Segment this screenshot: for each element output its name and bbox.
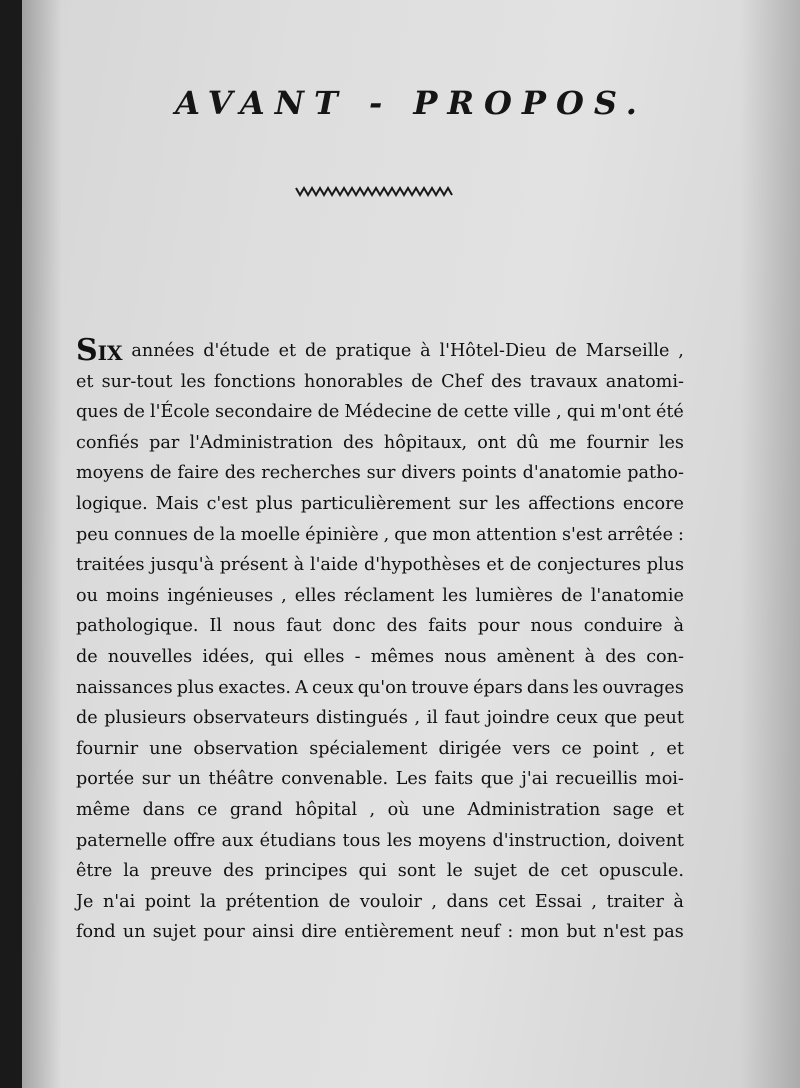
word: , xyxy=(414,708,421,729)
word: à xyxy=(673,616,684,637)
word: et xyxy=(666,799,684,820)
word: c'est xyxy=(206,493,248,514)
text-line xyxy=(76,333,684,368)
word: pas xyxy=(653,922,684,943)
word: l'aide xyxy=(309,555,359,576)
word: principes xyxy=(264,861,348,882)
word: fond xyxy=(76,922,116,943)
word: d'instruction, xyxy=(492,830,612,851)
word: moyens xyxy=(418,830,487,851)
word: point xyxy=(592,738,639,759)
word: moyens xyxy=(76,463,144,484)
word: des xyxy=(490,371,522,392)
word: qui xyxy=(264,646,294,667)
word: traitées xyxy=(76,555,145,576)
word: de xyxy=(561,585,583,606)
word: des xyxy=(386,616,418,637)
word: de xyxy=(149,463,172,484)
word: et xyxy=(76,371,94,392)
word: à xyxy=(584,646,596,667)
word: de xyxy=(192,524,215,545)
word: que xyxy=(480,769,514,790)
word: dû xyxy=(516,432,540,453)
word: les xyxy=(658,432,684,453)
word: et xyxy=(278,341,297,361)
text-line xyxy=(76,550,684,581)
word: Marseille xyxy=(585,341,670,361)
word: observation xyxy=(193,738,299,759)
word: plusieurs xyxy=(104,708,187,729)
word: con- xyxy=(646,646,684,667)
word: donc xyxy=(332,616,376,637)
word: offre xyxy=(173,830,216,851)
word: Les xyxy=(395,769,427,790)
word: la xyxy=(200,891,217,912)
word: cet xyxy=(498,891,526,912)
text-line xyxy=(76,367,684,398)
word: Administration xyxy=(467,799,601,820)
word: l'anatomie xyxy=(590,585,684,606)
word: peut xyxy=(643,708,684,729)
word: théâtre xyxy=(208,769,274,790)
word: faits xyxy=(428,616,467,637)
word: où xyxy=(387,799,410,820)
word: logique. xyxy=(76,493,148,514)
word: fournir xyxy=(586,432,649,453)
word: faut xyxy=(444,708,480,729)
word: sur xyxy=(458,493,488,514)
word: plus xyxy=(646,555,684,576)
word: trouve xyxy=(411,677,469,698)
word: faire xyxy=(177,463,219,484)
word: s'est xyxy=(561,524,603,545)
word: mêmes xyxy=(370,646,434,667)
word: l'Hôtel-Dieu xyxy=(439,341,547,361)
word: - xyxy=(354,646,361,667)
word: moi- xyxy=(645,769,684,790)
text-line xyxy=(76,611,684,642)
word: les xyxy=(495,493,521,514)
word: un xyxy=(178,769,201,790)
word: m'ont xyxy=(600,402,651,423)
word: A xyxy=(295,677,308,698)
word: ceux xyxy=(312,677,354,698)
word: il xyxy=(426,708,438,729)
word: dans xyxy=(526,677,570,698)
word: à xyxy=(293,555,305,576)
word: Essai xyxy=(534,891,582,912)
word: me xyxy=(549,432,577,453)
text-line xyxy=(76,703,684,734)
word: d'étude xyxy=(203,341,270,361)
word: moelle xyxy=(240,524,301,545)
word: la xyxy=(123,861,140,882)
word: sur xyxy=(366,463,396,484)
word: , xyxy=(678,341,684,361)
word: plus xyxy=(176,677,215,698)
word: ingénieuses xyxy=(167,585,274,606)
word: sur-tout xyxy=(101,371,173,392)
word: distingués xyxy=(315,708,408,729)
text-line xyxy=(76,887,684,918)
word: des xyxy=(224,463,256,484)
word: : xyxy=(507,922,514,943)
word: Chef xyxy=(441,371,483,392)
word: moins xyxy=(105,585,160,606)
drop-word xyxy=(76,333,123,368)
word: Il xyxy=(209,616,222,637)
text-line xyxy=(76,489,684,520)
word: de xyxy=(509,555,532,576)
word: preuve xyxy=(150,861,213,882)
word: de xyxy=(436,402,459,423)
word: même xyxy=(76,799,131,820)
text-line xyxy=(76,764,684,795)
word: d'anatomie xyxy=(522,463,622,484)
word: des xyxy=(605,646,636,667)
word: spécialement xyxy=(309,738,428,759)
word: ville xyxy=(513,402,551,423)
word: exactes. xyxy=(218,677,291,698)
word: l'Administration xyxy=(189,432,333,453)
word: les xyxy=(386,830,412,851)
word: amènent xyxy=(496,646,575,667)
text-line xyxy=(76,428,684,459)
text-line xyxy=(76,826,684,857)
word: recherches xyxy=(261,463,361,484)
word: points xyxy=(461,463,517,484)
word: jusqu'à xyxy=(150,555,215,576)
word: pratique xyxy=(335,341,412,361)
word: un xyxy=(122,922,146,943)
word: doivent xyxy=(617,830,684,851)
word: dirigée xyxy=(438,738,502,759)
word: n'ai xyxy=(102,891,136,912)
word: naissances xyxy=(76,677,173,698)
word: réclament xyxy=(343,585,435,606)
word: hôpital xyxy=(295,799,358,820)
word: ques xyxy=(76,402,119,423)
word: convenable. xyxy=(281,769,389,790)
word: été xyxy=(655,402,684,423)
word: d'hypothèses xyxy=(364,555,481,576)
word: épars xyxy=(473,677,523,698)
word: de xyxy=(304,341,327,361)
word: confiés xyxy=(76,432,139,453)
word: particulièrement xyxy=(300,493,451,514)
word: que xyxy=(394,524,428,545)
word: divers xyxy=(401,463,456,484)
word: être xyxy=(76,861,113,882)
word: , xyxy=(281,585,287,606)
word: faits xyxy=(434,769,474,790)
word: sujet xyxy=(473,861,518,882)
text-line xyxy=(76,673,684,704)
word: de xyxy=(328,891,351,912)
word: années xyxy=(131,341,195,361)
word: conjectures xyxy=(537,555,641,576)
word: entièrement xyxy=(344,922,454,943)
word: à xyxy=(673,891,684,912)
word: de xyxy=(317,402,340,423)
word: j'ai xyxy=(521,769,548,790)
word: que xyxy=(604,708,638,729)
word: Je xyxy=(76,891,94,912)
word: ceux xyxy=(556,708,598,729)
word: l'École xyxy=(150,402,210,423)
page-title: AVANT - PROPOS. xyxy=(175,84,647,122)
word: affections xyxy=(528,493,616,514)
word: pathologique. xyxy=(76,616,199,637)
word: cette xyxy=(463,402,509,423)
word: mon xyxy=(520,922,560,943)
word: sage xyxy=(612,799,654,820)
word: patho- xyxy=(627,463,684,484)
word: neuf xyxy=(460,922,501,943)
word: arrêtée xyxy=(607,524,673,545)
word: ainsi xyxy=(252,922,295,943)
word: qui xyxy=(358,861,387,882)
word: ou xyxy=(76,585,98,606)
word: nous xyxy=(232,616,276,637)
word: vers xyxy=(512,738,551,759)
word: fournir xyxy=(76,738,139,759)
word: grand xyxy=(229,799,283,820)
word: , xyxy=(556,402,562,423)
word: la xyxy=(219,524,236,545)
word: le xyxy=(446,861,463,882)
word: de xyxy=(76,646,98,667)
word: plus xyxy=(255,493,293,514)
word: de xyxy=(555,341,577,361)
word: qui xyxy=(566,402,596,423)
text-line xyxy=(76,642,684,673)
word: elles xyxy=(303,646,345,667)
word: idées, xyxy=(202,646,255,667)
word: secondaire xyxy=(215,402,313,423)
word: , xyxy=(431,891,437,912)
first-word: IX xyxy=(97,341,123,365)
word: une xyxy=(421,799,456,820)
word: une xyxy=(149,738,183,759)
word: faut xyxy=(286,616,322,637)
word: lumières xyxy=(475,585,553,606)
word: de xyxy=(76,708,98,729)
word: les xyxy=(180,371,206,392)
word: honorables xyxy=(303,371,404,392)
word: aux xyxy=(221,830,254,851)
word: les xyxy=(573,677,599,698)
word: de xyxy=(411,371,433,392)
word: présent xyxy=(219,555,288,576)
word: , xyxy=(369,799,376,820)
word: opuscule. xyxy=(598,861,684,882)
word: attention xyxy=(475,524,557,545)
word: dans xyxy=(446,891,489,912)
drop-cap: S xyxy=(76,333,98,368)
word: travaux xyxy=(529,371,598,392)
word: encore xyxy=(622,493,684,514)
word: à xyxy=(420,341,431,361)
word: des xyxy=(223,861,254,882)
word: connues xyxy=(114,524,188,545)
text-line xyxy=(76,734,684,765)
word: ouvrages xyxy=(602,677,684,698)
word: , xyxy=(383,524,390,545)
word: vouloir xyxy=(359,891,422,912)
word: dans xyxy=(142,799,185,820)
text-line xyxy=(76,520,684,551)
text-line xyxy=(76,917,684,948)
text-line xyxy=(76,397,684,428)
word: : xyxy=(678,524,684,545)
word: observateurs xyxy=(192,708,310,729)
word: ont xyxy=(477,432,507,453)
word: hôpitaux, xyxy=(383,432,468,453)
word: fonctions xyxy=(213,371,296,392)
word: joindre xyxy=(486,708,550,729)
word: étudians xyxy=(259,830,337,851)
word: traiter xyxy=(606,891,664,912)
word: et xyxy=(666,738,684,759)
word: anatomi- xyxy=(605,371,684,392)
word: pour xyxy=(203,922,245,943)
word: épinière xyxy=(305,524,379,545)
word: des xyxy=(342,432,374,453)
word: recueillis xyxy=(555,769,638,790)
word: nouvelles xyxy=(107,646,193,667)
word: but xyxy=(566,922,596,943)
word: ce xyxy=(197,799,218,820)
word: cet xyxy=(560,861,588,882)
text-line xyxy=(76,581,684,612)
document-page xyxy=(22,0,800,1088)
text-line xyxy=(76,856,684,887)
word: Mais xyxy=(155,493,199,514)
word: peu xyxy=(76,524,110,545)
word: nous xyxy=(444,646,487,667)
word: de xyxy=(123,402,145,423)
word: prétention xyxy=(225,891,320,912)
word: , xyxy=(649,738,656,759)
word: conduire xyxy=(583,616,663,637)
word: par xyxy=(149,432,180,453)
word: nous xyxy=(530,616,573,637)
word: pour xyxy=(477,616,520,637)
word: paternelle xyxy=(76,830,168,851)
ornament-rule xyxy=(294,184,454,198)
word: de xyxy=(527,861,550,882)
word: portée xyxy=(76,769,135,790)
word: et xyxy=(486,555,504,576)
word: elles xyxy=(294,585,336,606)
word: les xyxy=(442,585,468,606)
word: , xyxy=(591,891,597,912)
word: Médecine xyxy=(344,402,432,423)
word: n'est xyxy=(603,922,646,943)
word: mon xyxy=(432,524,471,545)
word: qu'on xyxy=(357,677,408,698)
word: ce xyxy=(561,738,582,759)
word: point xyxy=(144,891,191,912)
word: sont xyxy=(397,861,436,882)
word: sur xyxy=(141,769,171,790)
word: tous xyxy=(342,830,381,851)
text-line xyxy=(76,795,684,826)
text-line xyxy=(76,458,684,489)
body-paragraph xyxy=(76,333,684,948)
word: sujet xyxy=(152,922,197,943)
word: dire xyxy=(301,922,338,943)
